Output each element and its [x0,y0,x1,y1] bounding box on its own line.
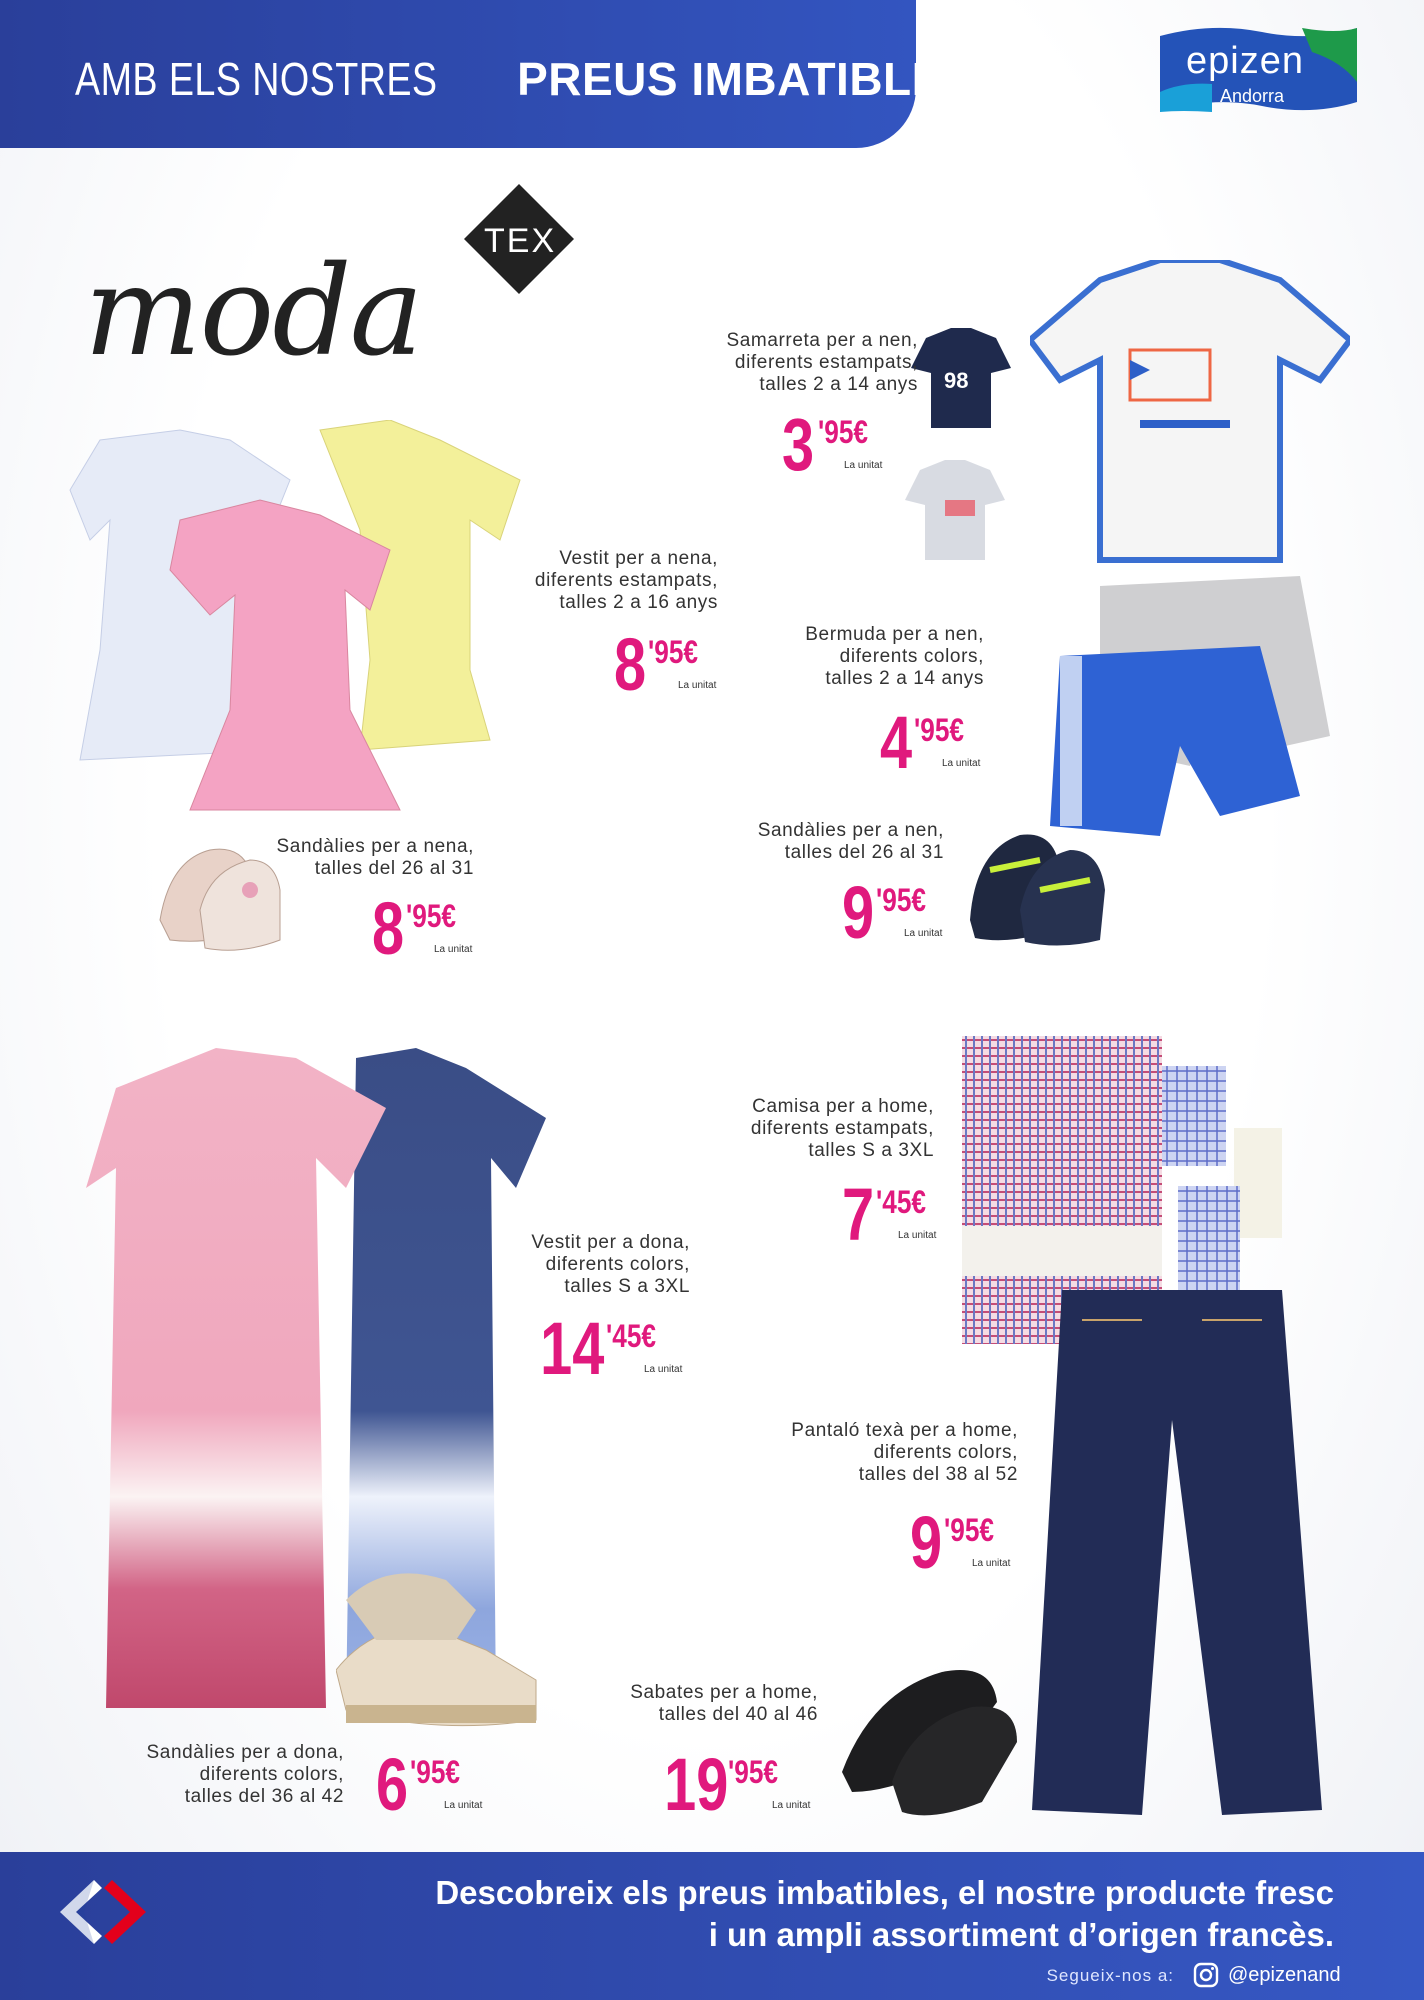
product-desc-line: Pantaló texà per a home, [791,1420,1018,1441]
product-desc-line: diferents colors, [199,1764,344,1785]
price-pantalo [894,1501,1034,1586]
instagram-icon[interactable] [1193,1962,1219,1988]
section-title-moda: moda [84,240,422,384]
price-dec: '95€ [914,712,965,748]
product-desc-line: diferents colors, [873,1442,1018,1463]
boys-tshirt-white-image [1030,260,1350,570]
footer-banner [0,1852,1424,2000]
product-desc-line: talles S a 3XL [564,1276,690,1297]
tex-badge-label: TEX [484,222,557,260]
price-dec: '95€ [818,414,869,450]
product-desc-line: Vestit per a nena, [559,548,718,569]
price-sabates [660,1743,820,1828]
instagram-handle-link[interactable]: @epizenand [1228,1964,1341,1986]
price-dec: '95€ [876,882,927,918]
product-desc-line: Sandàlies per a nena, [276,836,474,857]
price-dec: '95€ [728,1754,779,1790]
product-desc-line: Sandàlies per a dona, [146,1742,344,1763]
logo-name: epizen [1186,40,1304,82]
product-desc-line: talles del 26 al 31 [314,858,474,879]
price-unit: La unitat [972,1558,1011,1569]
price-unit: La unitat [444,1800,483,1811]
price-unit: La unitat [772,1800,811,1811]
product-desc-line: Samarreta per a nen, [726,330,918,351]
product-vestit-nena [535,548,718,614]
price-unit: La unitat [942,758,981,769]
price-sandalies-nena [356,887,496,972]
men-shoes-image [832,1632,1022,1822]
product-desc-line: diferents estampats, [750,1118,934,1139]
price-int: 7 [841,1173,874,1256]
product-desc-line: talles S a 3XL [808,1140,934,1161]
footer-tagline-line1: Descobreix els preus imbatibles, el nostre producte fresc [435,1874,1334,1911]
price-int: 9 [909,1501,942,1584]
price-unit: La unitat [898,1230,937,1241]
price-dec: '45€ [876,1184,927,1220]
product-bermuda [805,624,984,690]
price-int: 8 [613,623,646,706]
price-int: 3 [781,403,814,486]
footer-tagline-line2: i un ampli assortiment d’origen francès. [708,1916,1334,1953]
header-title-thin: AMB ELS NOSTRES [75,53,438,105]
product-desc-line: diferents estampats, [734,352,918,373]
price-unit: La unitat [434,944,473,955]
product-samarreta [726,330,918,396]
price-vestit-dona [536,1307,696,1392]
price-dec: '95€ [648,634,699,670]
product-desc-line: Sabates per a home, [630,1682,818,1703]
price-int: 19 [663,1743,728,1826]
price-unit: La unitat [644,1364,683,1375]
price-unit: La unitat [678,680,717,691]
price-int: 6 [375,1743,408,1826]
product-sandalies-nen [758,820,944,864]
svg-text:98: 98 [944,368,969,393]
product-desc-line: talles del 26 al 31 [784,842,944,863]
product-vestit-dona [531,1232,690,1298]
price-dec: '45€ [606,1318,657,1354]
price-unit: La unitat [904,928,943,939]
boys-sandals-image [960,810,1110,950]
logo-sub: Andorra [1220,86,1285,106]
product-pantalo [791,1420,1018,1486]
price-dec: '95€ [944,1512,995,1548]
product-desc-line: Bermuda per a nen, [805,624,984,645]
girls-dresses-image [60,420,560,820]
price-int: 4 [879,701,912,784]
product-desc-line: talles 2 a 14 anys [759,374,918,395]
price-int: 8 [371,887,404,970]
price-unit: La unitat [844,460,883,471]
price-dec: '95€ [410,1754,461,1790]
product-desc-line: Sandàlies per a nen, [757,820,944,841]
price-samarreta [764,403,894,488]
price-int: 14 [539,1307,604,1390]
men-jeans-image [1022,1290,1322,1820]
price-sandalies-nen [826,871,966,956]
footer-follow-label: Segueix-nos a: [1046,1966,1174,1985]
price-bermuda [862,701,1002,786]
epizen-logo[interactable] [1152,22,1362,126]
header-banner [0,0,975,148]
product-sandalies-nena [277,836,474,880]
product-desc-line: Vestit per a dona, [531,1232,690,1253]
product-desc-line: diferents colors, [545,1254,690,1275]
product-desc-line: talles 2 a 16 anys [559,592,718,613]
price-dec: '95€ [406,898,457,934]
product-desc-line: talles del 40 al 46 [658,1704,818,1725]
product-desc-line: Camisa per a home, [752,1096,934,1117]
boys-tshirt-navy-image [906,328,1016,438]
price-camisa [826,1173,966,1258]
product-camisa [751,1096,934,1162]
product-sabates [630,1682,818,1726]
price-int: 9 [841,871,874,954]
product-desc-line: talles del 38 al 52 [858,1464,1018,1485]
price-vestit-nena [598,623,738,708]
carrefour-logo-icon[interactable] [54,1876,152,1948]
product-desc-line: diferents estampats, [534,570,718,591]
header-title-bold: PREUS IMBATIBLES [517,53,975,105]
header-title [75,52,974,106]
women-sandals-image [336,1560,546,1740]
price-sandalies-dona [360,1743,500,1828]
product-desc-line: diferents colors, [839,646,984,667]
boys-tshirt-grey-image [900,460,1010,570]
girls-sandals-image [150,830,290,960]
product-desc-line: talles 2 a 14 anys [825,668,984,689]
product-desc-line: talles del 36 al 42 [184,1786,344,1807]
product-sandalies-dona [147,1742,344,1808]
